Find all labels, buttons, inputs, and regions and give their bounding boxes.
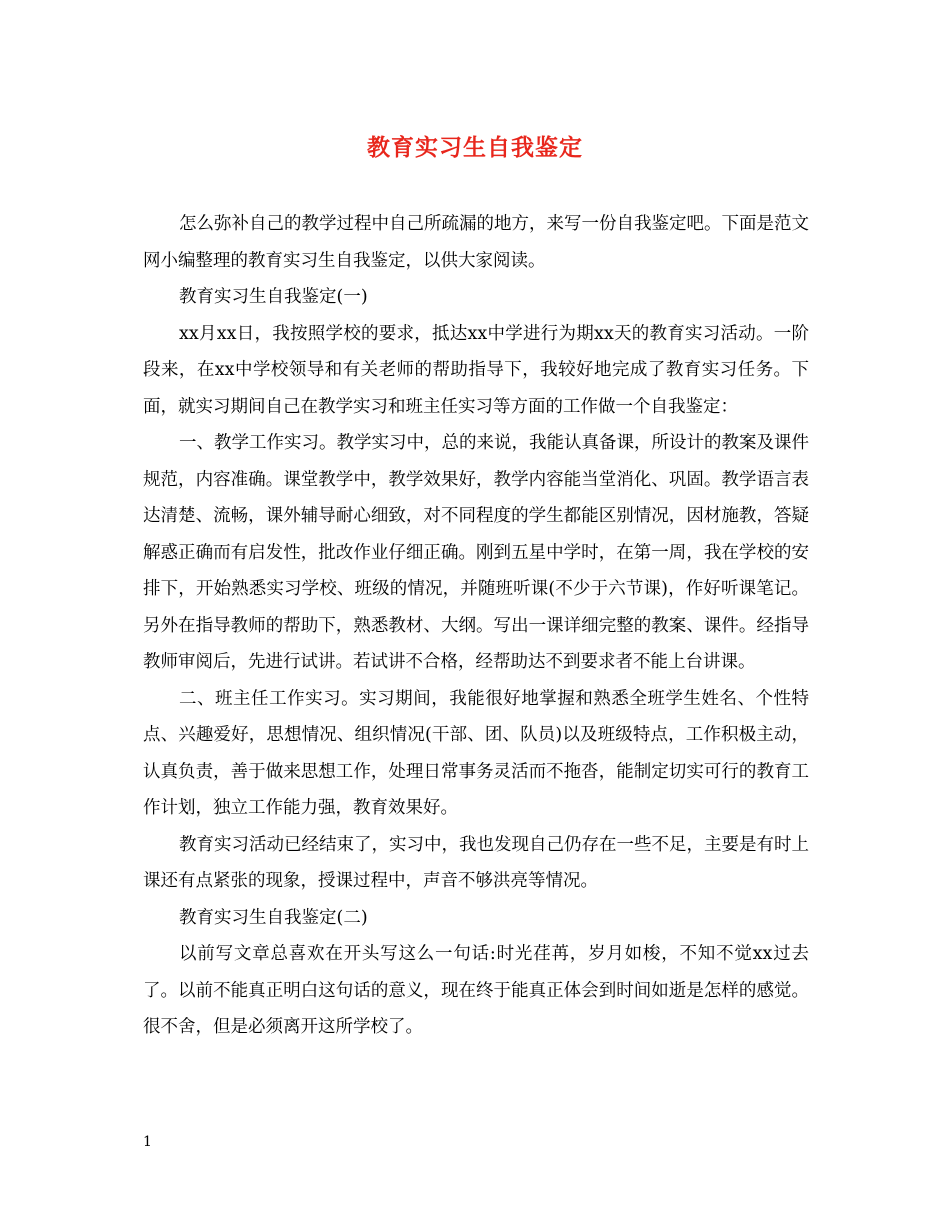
body-paragraph: xx月xx日，我按照学校的要求，抵达xx中学进行为期xx天的教育实习活动。一阶段来，在xx中学校领导和有关老师的帮助指导下，我较好地完成了教育实习任务。下面，就实习期间自己在教学实习和班主任实习等方面的工作做一个自我鉴定：	[143, 323, 809, 417]
section-2-paragraph: 以前写文章总喜欢在开头写这么一句话:时光荏苒，岁月如梭，不知不觉xx过去了。以前不能真正明白这句话的意义，现在终于能真正体会到时间如逝是怎样的感觉。很不舍，但是必须离开这所学校了。	[143, 944, 809, 1037]
teaching-practice-paragraph: 一、教学工作实习。教学实习中，总的来说，我能认真备课，所设计的教案及课件规范，内容准确。课堂教学中，教学效果好，教学内容能当堂消化、巩固。教学语言表达清楚、流畅，课外辅导耐心细致，对不同程度的学生都能区别情况，因材施教，答疑解惑正确而有启发性，批改作业仔细正确。刚到五星中学时，在第一周，我在学校的安排下，开始熟悉实习学校、班级的情况，并随班听课(不少于六节课)，作好听课笔记。另外在指导教师的帮助下，熟悉教材、大纲。写出一课详细完整的教案、课件。经指导教师审阅后，先进行试讲。若试讲不合格，经帮助达不到要求者不能上台讲课。	[143, 433, 809, 672]
intro-paragraph: 怎么弥补自己的教学过程中自己所疏漏的地方，来写一份自我鉴定吧。下面是范文网小编整理的教育实习生自我鉴定，以供大家阅读。	[143, 214, 809, 271]
class-teacher-practice-paragraph: 二、班主任工作实习。实习期间，我能很好地掌握和熟悉全班学生姓名、个性特点、兴趣爱好，思想情况、组织情况(干部、团、队员)以及班级特点，工作积极主动，认真负责，善于做来思想工作，处理日常事务灵活而不拖沓，能制定切实可行的教育工作计划，独立工作能力强，教育效果好。	[143, 688, 809, 818]
document-body	[143, 206, 809, 1046]
summary-paragraph: 教育实习活动已经结束了，实习中，我也发现自己仍存在一些不足，主要是有时上课还有点紧张的现象，授课过程中，声音不够洪亮等情况。	[143, 834, 809, 891]
page-number: 1	[143, 1134, 152, 1150]
section-heading-1: 教育实习生自我鉴定(一)	[179, 287, 368, 307]
section-heading-2: 教育实习生自我鉴定(二)	[179, 907, 368, 928]
document-title: 教育实习生自我鉴定	[367, 134, 583, 161]
